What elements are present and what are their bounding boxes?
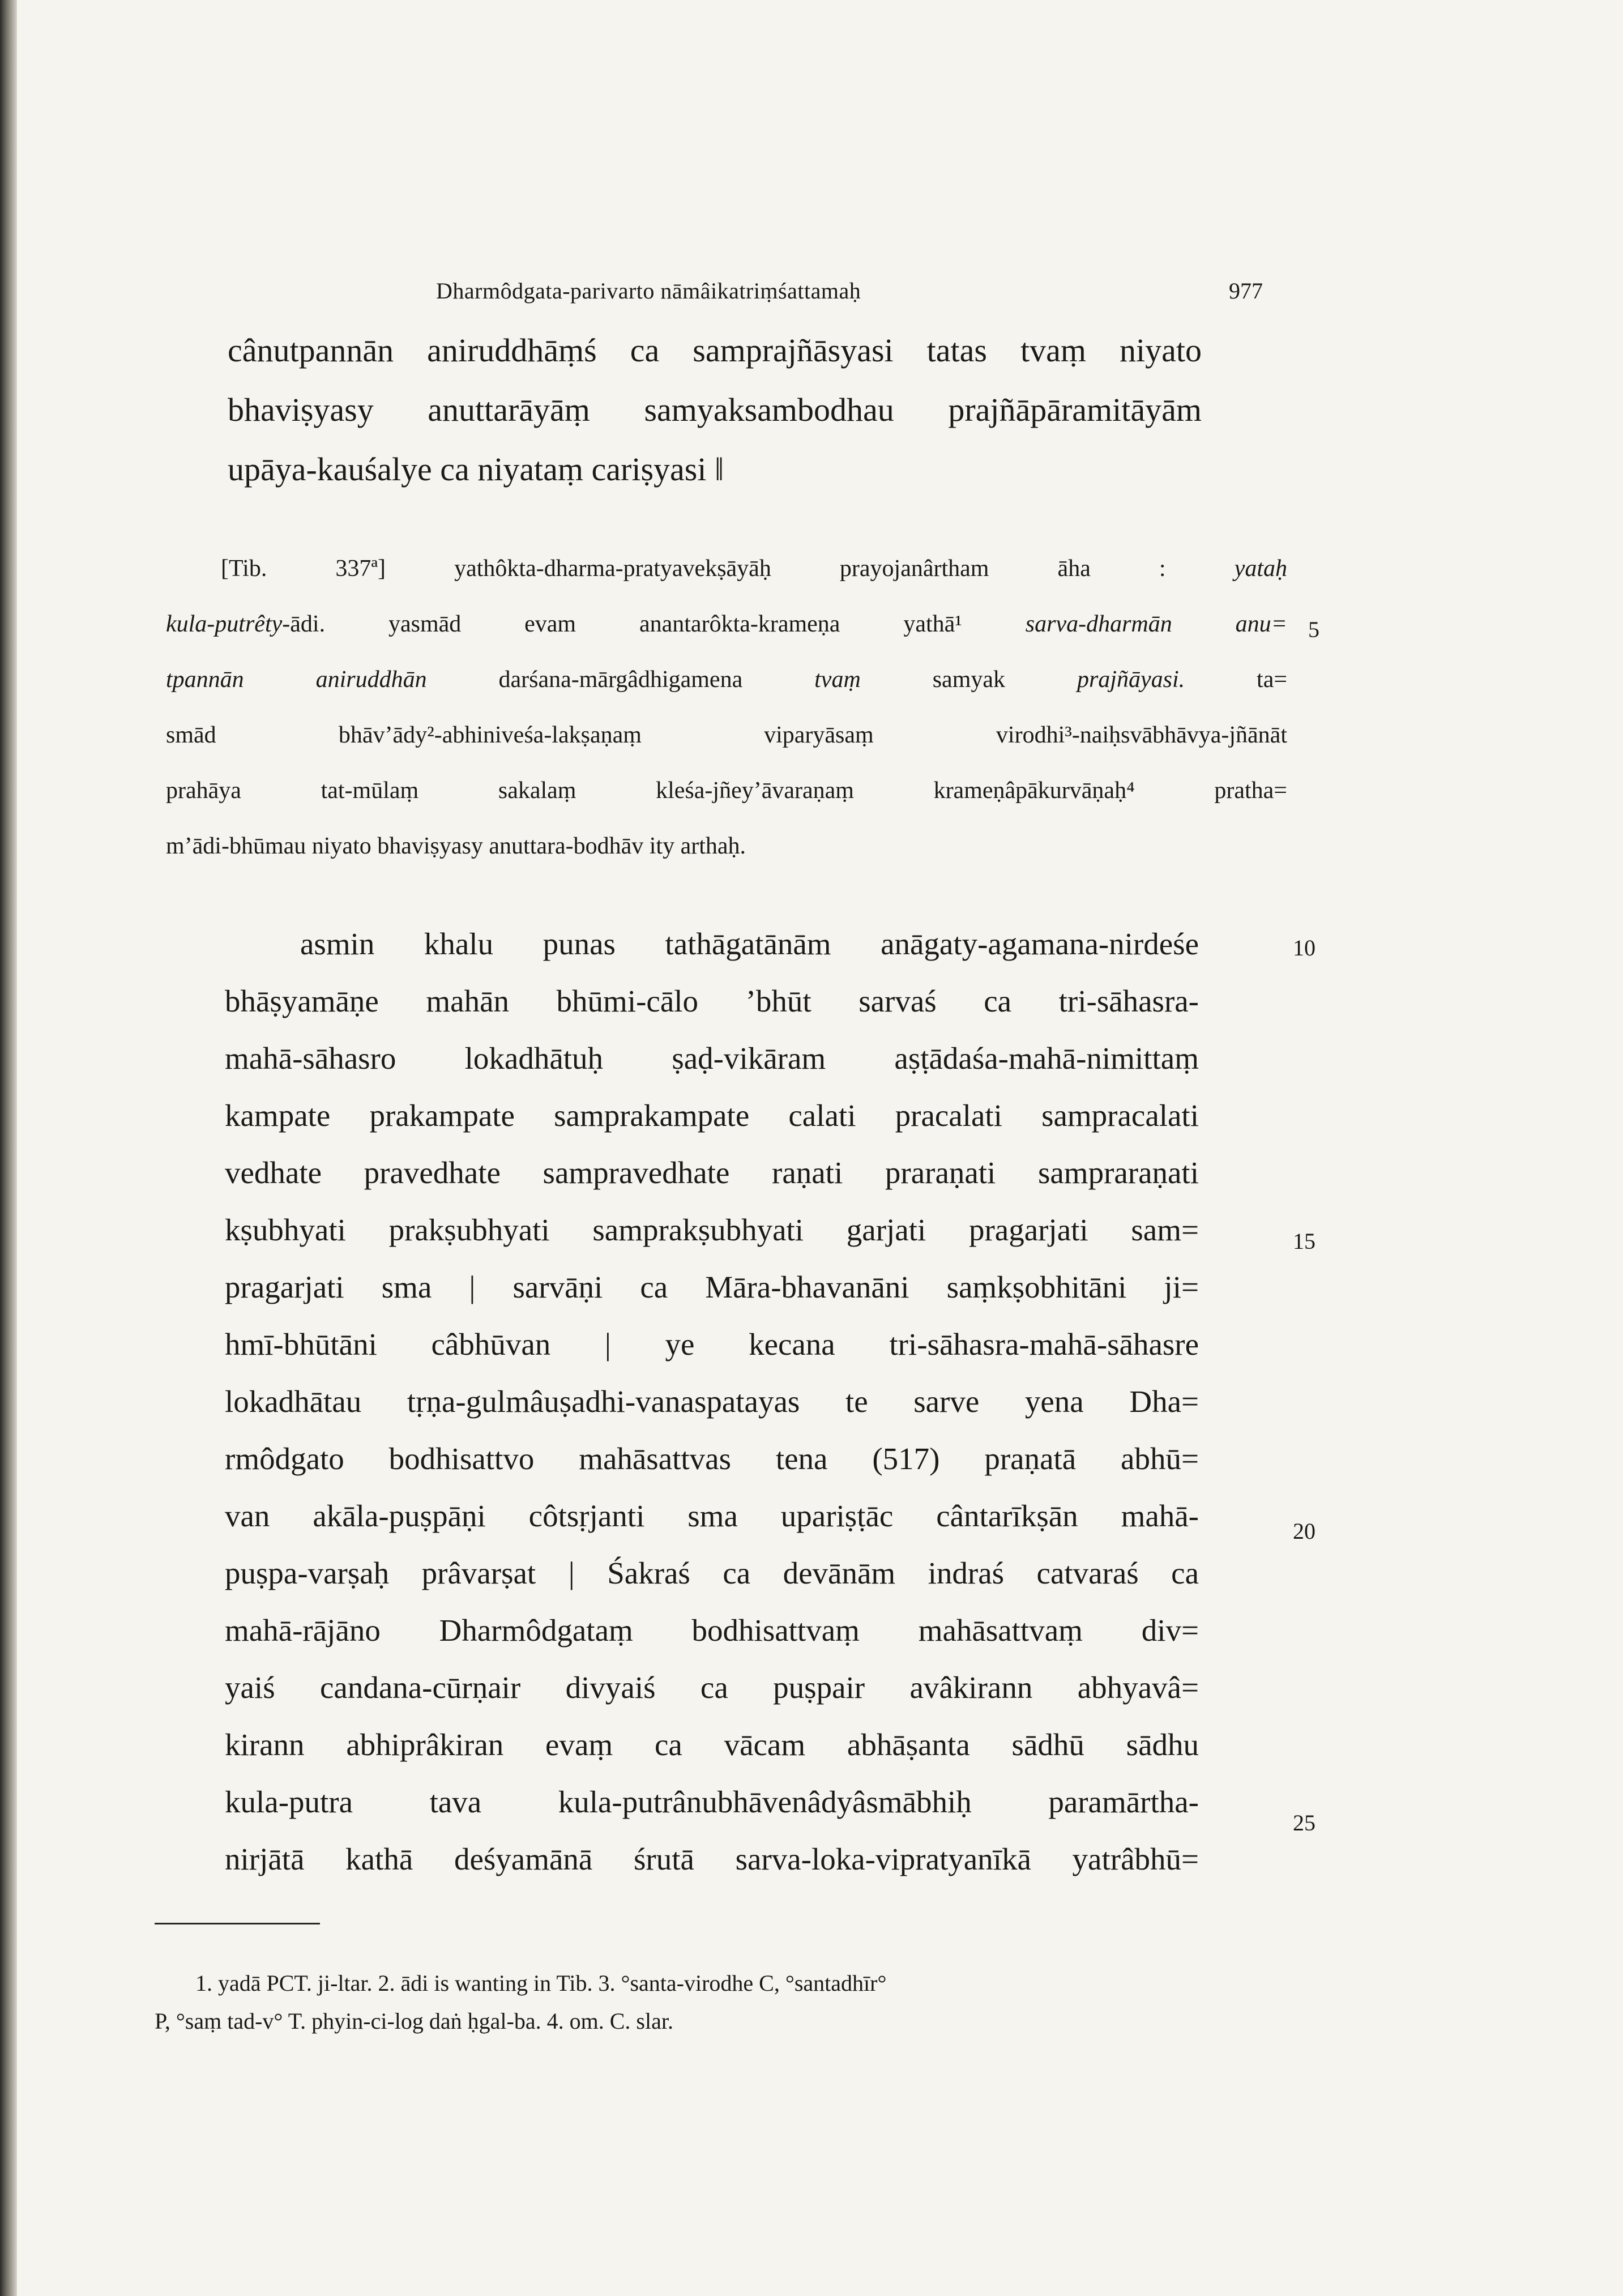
- main-text-line: upāya-kauśalye ca niyataṃ cariṣyasi ‖: [228, 451, 724, 488]
- line-number: 10: [1293, 935, 1316, 961]
- footnote-line: P, °saṃ tad-v° T. phyin-ci-log daṅ ḥgal-ba. 4. om. C. slar.: [155, 2008, 673, 2034]
- commentary-line: kula-putrêty-ādi. yasmād evam anantarôkta-krameṇa yathā¹ sarva-dharmān anu=: [166, 611, 1287, 637]
- main-text-line: cânutpannān aniruddhāṃś ca samprajñāsyasi tatas tvaṃ niyato: [228, 332, 1202, 369]
- commentary-line: [221, 555, 1287, 582]
- main-text-line: bhāṣyamāṇe mahān bhūmi-cālo ’bhūt sarvaś ca tri-sāhasra-: [225, 984, 1199, 1018]
- main-text-line: mahā-sāhasro lokadhātuḥ ṣaḍ-vikāram aṣṭādaśa-mahā-nimittaṃ: [225, 1041, 1199, 1076]
- main-text-line: bhaviṣyasy anuttarāyāṃ samyaksambodhau prajñāpāramitāyām: [228, 391, 1202, 428]
- commentary-line: m’ādi-bhūmau niyato bhaviṣyasy anuttara-bodhāv ity arthaḥ.: [166, 833, 746, 859]
- book-spine-shadow: [0, 0, 17, 2296]
- main-text-line: mahā-rājāno Dharmôdgataṃ bodhisattvaṃ mahāsattvaṃ div=: [225, 1613, 1199, 1648]
- main-text-line: kirann abhiprâkiran evaṃ ca vācam abhāṣanta sādhū sādhu: [225, 1727, 1199, 1762]
- main-text-line: van akāla-puṣpāṇi côtsṛjanti sma upariṣṭāc cântarīkṣān mahā-: [225, 1499, 1199, 1533]
- footnote-rule: [155, 1923, 320, 1924]
- running-title: Dharmôdgata-parivarto nāmâikatriṃśattamaḥ: [436, 278, 861, 304]
- main-text-line: pragarjati sma | sarvāṇi ca Māra-bhavanāni saṃkṣobhitāni ji=: [225, 1270, 1199, 1304]
- main-text-line: hmī-bhūtāni câbhūvan | ye kecana tri-sāhasra-mahā-sāhasre: [225, 1327, 1199, 1362]
- main-text-line: kampate prakampate samprakampate calati pracalati sampracalati: [225, 1098, 1199, 1133]
- main-text-line: puṣpa-varṣaḥ prâvarṣat | Śakraś ca devānām indraś catvaraś ca: [225, 1556, 1199, 1590]
- commentary-line-text: [Tib. 337ª] yathôkta-dharma-pratyavekṣāyāḥ prayojanârtham āha : yataḥ: [221, 556, 1287, 582]
- main-text-line: vedhate pravedhate sampravedhate raṇati praraṇati sampraraṇati: [225, 1155, 1199, 1190]
- main-text-line: kṣubhyati prakṣubhyati samprakṣubhyati garjati pragarjati sam=: [225, 1213, 1199, 1247]
- line-number: 5: [1308, 617, 1319, 642]
- commentary-line: tpannān aniruddhān darśana-mārgâdhigamena tvaṃ samyak prajñāyasi. ta=: [166, 667, 1288, 693]
- commentary-line: smād bhāv’ādy²-abhiniveśa-lakṣaṇaṃ viparyāsaṃ virodhi³-naiḥsvābhāvya-jñānāt: [166, 722, 1287, 748]
- commentary-line: prahāya tat-mūlaṃ sakalaṃ kleśa-jñey’āvaraṇaṃ krameṇâpākurvāṇaḥ⁴ pratha=: [166, 778, 1287, 804]
- page-number: 977: [1229, 278, 1263, 304]
- main-text-line: asmin khalu punas tathāgatānām anāgaty-agamana-nirdeśe: [300, 927, 1199, 961]
- main-text-line: rmôdgato bodhisattvo mahāsattvas tena (517) praṇatā abhū=: [225, 1441, 1199, 1476]
- main-text-line: yaiś candana-cūrṇair divyaiś ca puṣpair avâkirann abhyavâ=: [225, 1670, 1199, 1705]
- main-text-line: nirjātā kathā deśyamānā śrutā sarva-loka-vipratyanīkā yatrâbhū=: [225, 1842, 1199, 1876]
- footnote-line: 1. yadā PCT. ji-ltar. 2. ādi is wanting in Tib. 3. °santa-virodhe C, °santadhīr°: [195, 1970, 887, 1996]
- line-number: 20: [1293, 1518, 1316, 1544]
- line-number: 15: [1293, 1228, 1316, 1254]
- line-number: 25: [1293, 1810, 1316, 1836]
- main-text-line: kula-putra tava kula-putrânubhāvenâdyâsmābhiḥ paramārtha-: [225, 1785, 1199, 1819]
- main-text-line: lokadhātau tṛṇa-gulmâuṣadhi-vanaspatayas te sarve yena Dha=: [225, 1384, 1199, 1419]
